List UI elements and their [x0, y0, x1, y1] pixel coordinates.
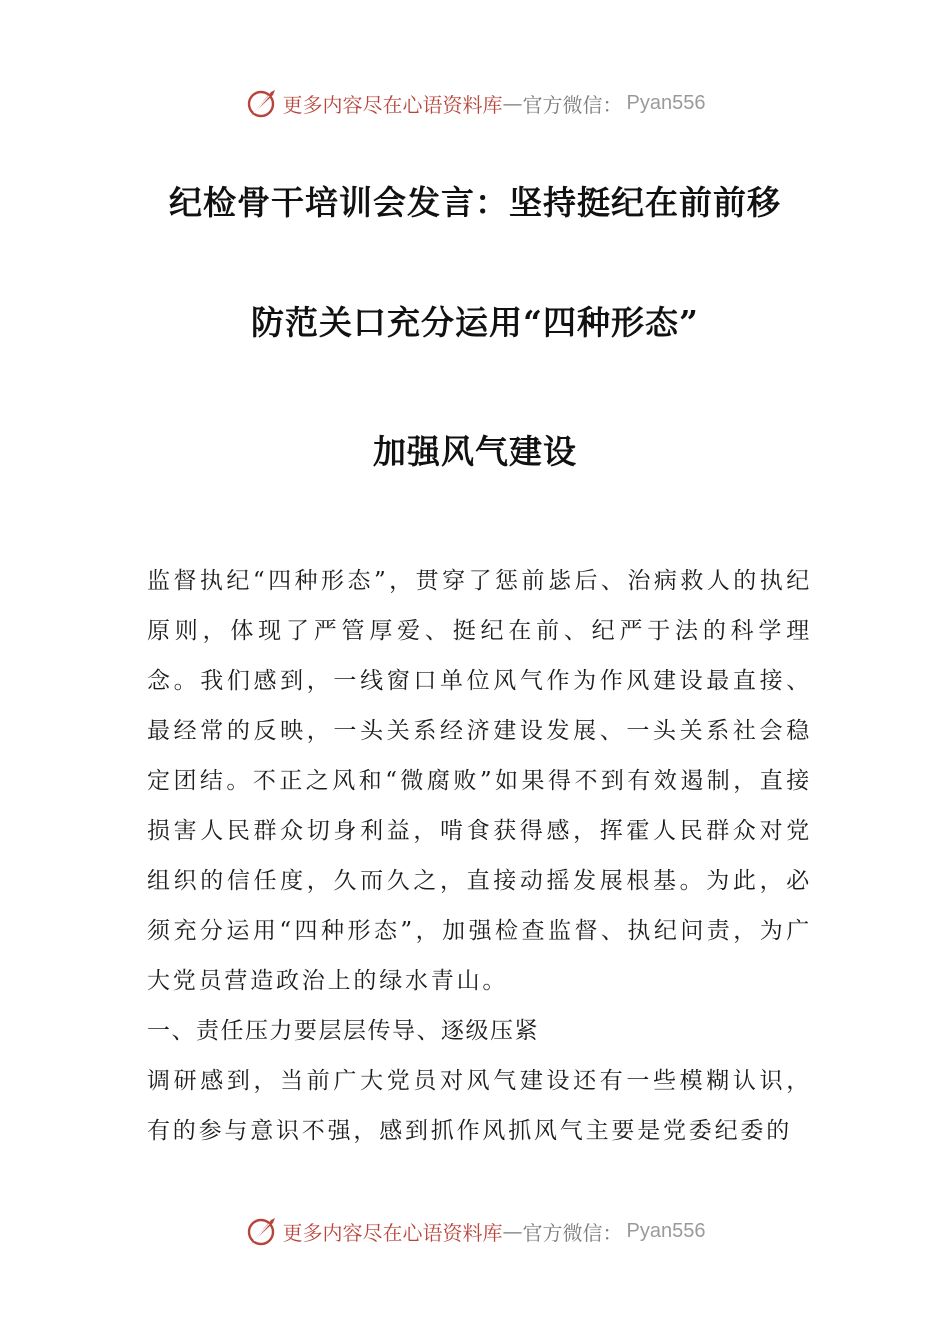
document-body [147, 556, 812, 1156]
watermark-wechat-label: 官方微信： [522, 1220, 623, 1245]
document-title-line-1: 纪检骨干培训会发言：坚持挺纪在前前移 [169, 183, 781, 222]
watermark-dash: — [502, 91, 523, 115]
watermark-handle: Pyan556 [626, 91, 706, 114]
watermark-dash: — [502, 1219, 523, 1243]
document-title-line-2: 防范关口充分运用“四种形态” [251, 303, 699, 342]
watermark-handle: Pyan556 [626, 1219, 706, 1242]
quill-pen-logo-icon [245, 1214, 279, 1248]
header-watermark [0, 83, 950, 123]
quill-pen-logo-icon [245, 86, 279, 120]
footer-watermark [0, 1211, 950, 1251]
watermark-wechat-label: 官方微信： [522, 92, 623, 117]
watermark-site-text: 更多内容尽在心语资料库 [282, 92, 503, 117]
body-paragraph-2: 调研感到，当前广大党员对风气建设还有一些模糊认识，有的参与意识不强，感到抓作风抓风气主要是党委纪委的 [147, 1068, 812, 1144]
section-heading-1: 一、责任压力要层层传导、逐级压紧 [147, 1018, 539, 1044]
document-title-line-3: 加强风气建设 [373, 432, 577, 471]
watermark-site-text: 更多内容尽在心语资料库 [282, 1220, 503, 1245]
body-paragraph-1: 监督执纪“四种形态”，贯穿了惩前毖后、治病救人的执纪原则，体现了严管厚爱、挺纪在前、纪严于法的科学理念。我们感到，一线窗口单位风气作为作风建设最直接、最经常的反映，一头关系经济建设发展、一头关系社会稳定团结。不正之风和“微腐败”如果得不到有效遏制，直接损害人民群众切身利益，啃食获得感，挥霍人民群众对党组织的信任度，久而久之，直接动摇发展根基。为此，必须充分运用“四种形态”，加强检查监督、执纪问责，为广大党员营造政治上的绿水青山。 [147, 568, 812, 994]
